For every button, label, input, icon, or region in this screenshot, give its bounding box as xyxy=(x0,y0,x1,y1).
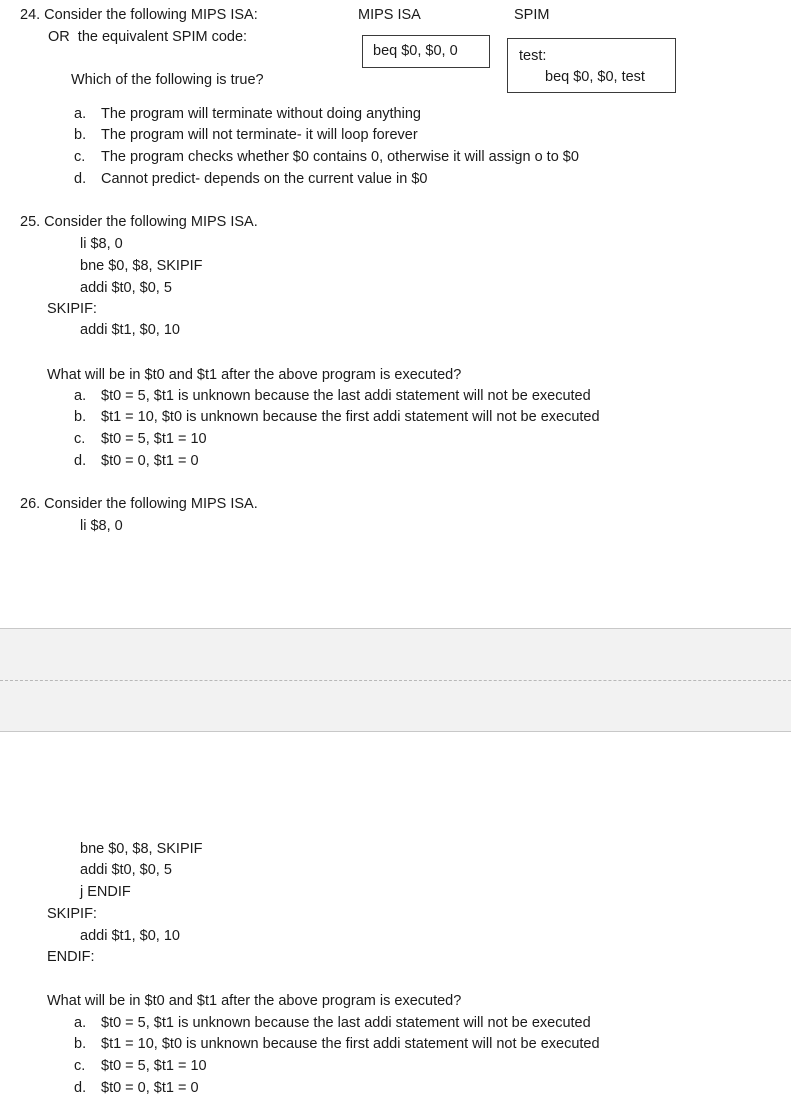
q26-option-d-text: $t0 = 0, $t1 = 0 xyxy=(101,1080,199,1096)
q24-subtitle: OR the equivalent SPIM code: xyxy=(48,29,248,45)
q25-code-line: addi $t0, $0, 5 xyxy=(80,280,172,296)
q25-title: 25. Consider the following MIPS ISA. xyxy=(20,214,258,230)
q25-option-c-letter: c. xyxy=(74,431,86,447)
q26-code-line: li $8, 0 xyxy=(80,518,123,534)
q26-code-line: addi $t0, $0, 5 xyxy=(80,862,172,878)
q24-spim-code: beq $0, $0, test xyxy=(545,69,645,85)
q26-option-a-text: $t0 = 5, $t1 is unknown because the last addi statement will not be executed xyxy=(101,1015,591,1031)
q25-code-line: li $8, 0 xyxy=(80,236,123,252)
q24-option-c-text: The program checks whether $0 contains 0, otherwise it will assign o to $0 xyxy=(101,149,579,165)
q25-option-b-letter: b. xyxy=(74,409,87,425)
q25-option-d-letter: d. xyxy=(74,453,87,469)
q24-spim-label: test: xyxy=(519,48,547,64)
q26-code-line: j ENDIF xyxy=(80,884,131,900)
q25-question: What will be in $t0 and $t1 after the above program is executed? xyxy=(47,367,462,383)
q24-option-d-letter: d. xyxy=(74,171,87,187)
q24-option-a-text: The program will terminate without doing anything xyxy=(101,106,421,122)
q25-option-a-letter: a. xyxy=(74,388,87,404)
q24-option-d-text: Cannot predict- depends on the current value in $0 xyxy=(101,171,428,187)
q24-mips-header: MIPS ISA xyxy=(358,7,421,23)
q25-option-d-text: $t0 = 0, $t1 = 0 xyxy=(101,453,199,469)
q26-option-b-text: $t1 = 10, $t0 is unknown because the first addi statement will not be executed xyxy=(101,1036,600,1052)
q26-option-c-letter: c. xyxy=(74,1058,86,1074)
q26-option-a-letter: a. xyxy=(74,1015,87,1031)
q24-title: 24. Consider the following MIPS ISA: xyxy=(20,7,258,23)
q24-question: Which of the following is true? xyxy=(71,72,264,88)
q24-spim-code-box xyxy=(507,38,676,93)
q25-code-line: addi $t1, $0, 10 xyxy=(80,322,180,338)
q26-option-d-letter: d. xyxy=(74,1080,87,1096)
q24-option-b-text: The program will not terminate- it will loop forever xyxy=(101,127,418,143)
q26-option-b-letter: b. xyxy=(74,1036,87,1052)
q26-code-line: bne $0, $8, SKIPIF xyxy=(80,841,203,857)
q26-question: What will be in $t0 and $t1 after the above program is executed? xyxy=(47,993,462,1009)
page-break-divider xyxy=(0,680,791,681)
q25-option-a-text: $t0 = 5, $t1 is unknown because the last addi statement will not be executed xyxy=(101,388,591,404)
q25-skipif-label: SKIPIF: xyxy=(47,301,97,317)
q24-mips-code-box xyxy=(362,35,490,68)
q26-code-line: addi $t1, $0, 10 xyxy=(80,928,180,944)
q24-mips-code: beq $0, $0, 0 xyxy=(373,43,458,59)
q24-option-a-letter: a. xyxy=(74,106,87,122)
q25-option-c-text: $t0 = 5, $t1 = 10 xyxy=(101,431,207,447)
q26-endif-label: ENDIF: xyxy=(47,949,95,965)
q26-title: 26. Consider the following MIPS ISA. xyxy=(20,496,258,512)
q24-option-c-letter: c. xyxy=(74,149,86,165)
q25-option-b-text: $t1 = 10, $t0 is unknown because the first addi statement will not be executed xyxy=(101,409,600,425)
q25-code-line: bne $0, $8, SKIPIF xyxy=(80,258,203,274)
q24-spim-header: SPIM xyxy=(514,7,550,23)
q26-option-c-text: $t0 = 5, $t1 = 10 xyxy=(101,1058,207,1074)
q24-option-b-letter: b. xyxy=(74,127,87,143)
q26-skipif-label: SKIPIF: xyxy=(47,906,97,922)
